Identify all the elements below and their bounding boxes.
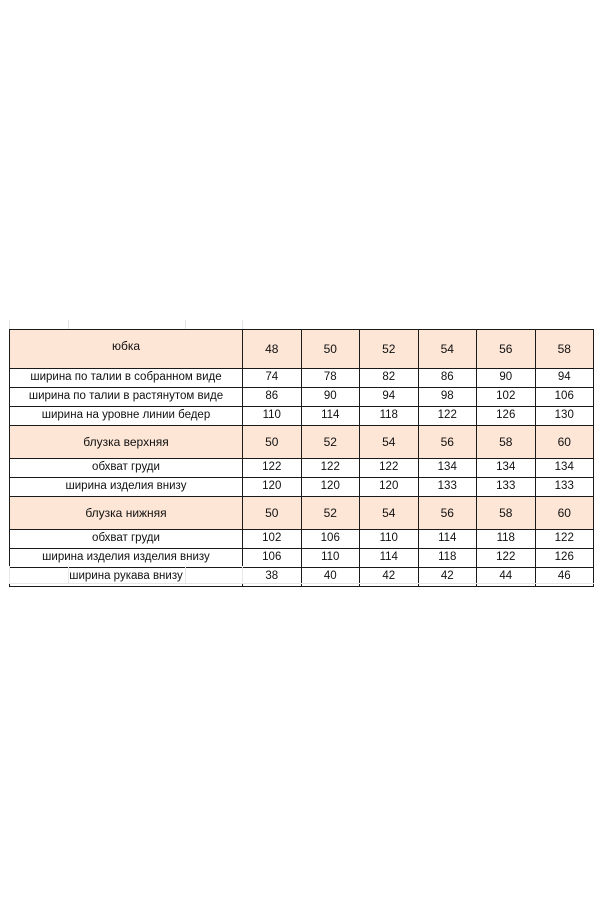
- value-cell: 134: [477, 459, 536, 478]
- section-title-cell: блузка верхняя: [10, 426, 243, 459]
- value-cell: 90: [301, 388, 360, 407]
- value-cell: 122: [301, 459, 360, 478]
- size-cell: 48: [243, 330, 302, 369]
- table-row: [10, 407, 594, 426]
- value-cell: 98: [418, 388, 477, 407]
- table-row: [10, 549, 594, 568]
- size-cell: 52: [301, 426, 360, 459]
- size-cell: 52: [301, 497, 360, 530]
- value-cell: 122: [418, 407, 477, 426]
- table-row: [10, 369, 594, 388]
- value-cell: 86: [243, 388, 302, 407]
- value-cell: 40: [301, 568, 360, 587]
- section-title-cell: блузка нижняя: [10, 497, 243, 530]
- size-cell: 52: [360, 330, 419, 369]
- size-cell: 60: [535, 497, 594, 530]
- value-cell: 102: [477, 388, 536, 407]
- value-cell: 114: [360, 549, 419, 568]
- value-cell: 106: [243, 549, 302, 568]
- section-header-row: [10, 497, 594, 530]
- value-cell: 122: [360, 459, 419, 478]
- table-row: [10, 478, 594, 497]
- section-title-cell: юбка: [10, 330, 243, 369]
- value-cell: 134: [418, 459, 477, 478]
- value-cell: 120: [360, 478, 419, 497]
- section-header-row: [10, 330, 594, 369]
- size-cell: 56: [418, 426, 477, 459]
- size-cell: 54: [418, 330, 477, 369]
- measurement-label-cell: ширина изделия изделия внизу: [10, 549, 243, 568]
- value-cell: 78: [301, 369, 360, 388]
- value-cell: 106: [301, 530, 360, 549]
- size-cell: 58: [477, 497, 536, 530]
- measurement-label-cell: ширина по талии в собранном виде: [10, 369, 243, 388]
- value-cell: 126: [477, 407, 536, 426]
- value-cell: 118: [360, 407, 419, 426]
- size-cell: 60: [535, 426, 594, 459]
- spreadsheet-gridlines-bottom: [9, 566, 594, 584]
- value-cell: 110: [360, 530, 419, 549]
- value-cell: 110: [243, 407, 302, 426]
- value-cell: 44: [477, 568, 536, 587]
- size-cell: 58: [477, 426, 536, 459]
- value-cell: 74: [243, 369, 302, 388]
- value-cell: 130: [535, 407, 594, 426]
- value-cell: 133: [535, 478, 594, 497]
- value-cell: 42: [418, 568, 477, 587]
- value-cell: 126: [535, 549, 594, 568]
- size-chart-table: [9, 329, 594, 587]
- value-cell: 90: [477, 369, 536, 388]
- size-cell: 54: [360, 426, 419, 459]
- value-cell: 110: [301, 549, 360, 568]
- size-cell: 50: [243, 497, 302, 530]
- measurement-label-cell: обхват груди: [10, 459, 243, 478]
- value-cell: 106: [535, 388, 594, 407]
- value-cell: 133: [418, 478, 477, 497]
- value-cell: 114: [301, 407, 360, 426]
- spreadsheet-gridlines-top: [9, 320, 594, 329]
- measurement-label-cell: обхват груди: [10, 530, 243, 549]
- value-cell: 118: [418, 549, 477, 568]
- measurement-label-cell: ширина изделия внизу: [10, 478, 243, 497]
- value-cell: 94: [360, 388, 419, 407]
- value-cell: 94: [535, 369, 594, 388]
- value-cell: 134: [535, 459, 594, 478]
- value-cell: 86: [418, 369, 477, 388]
- measurement-label-cell: ширина рукава внизу: [10, 568, 243, 587]
- table-row: [10, 388, 594, 407]
- measurement-label-cell: ширина по талии в растянутом виде: [10, 388, 243, 407]
- size-cell: 50: [243, 426, 302, 459]
- size-chart-body: [10, 330, 594, 587]
- value-cell: 120: [243, 478, 302, 497]
- value-cell: 38: [243, 568, 302, 587]
- measurement-label-cell: ширина на уровне линии бедер: [10, 407, 243, 426]
- table-row: [10, 459, 594, 478]
- size-cell: 58: [535, 330, 594, 369]
- value-cell: 42: [360, 568, 419, 587]
- value-cell: 120: [301, 478, 360, 497]
- section-header-row: [10, 426, 594, 459]
- value-cell: 122: [535, 530, 594, 549]
- table-row: [10, 530, 594, 549]
- value-cell: 122: [243, 459, 302, 478]
- value-cell: 122: [477, 549, 536, 568]
- value-cell: 82: [360, 369, 419, 388]
- value-cell: 46: [535, 568, 594, 587]
- value-cell: 133: [477, 478, 536, 497]
- value-cell: 114: [418, 530, 477, 549]
- size-cell: 54: [360, 497, 419, 530]
- size-cell: 56: [477, 330, 536, 369]
- size-cell: 50: [301, 330, 360, 369]
- value-cell: 102: [243, 530, 302, 549]
- value-cell: 118: [477, 530, 536, 549]
- size-cell: 56: [418, 497, 477, 530]
